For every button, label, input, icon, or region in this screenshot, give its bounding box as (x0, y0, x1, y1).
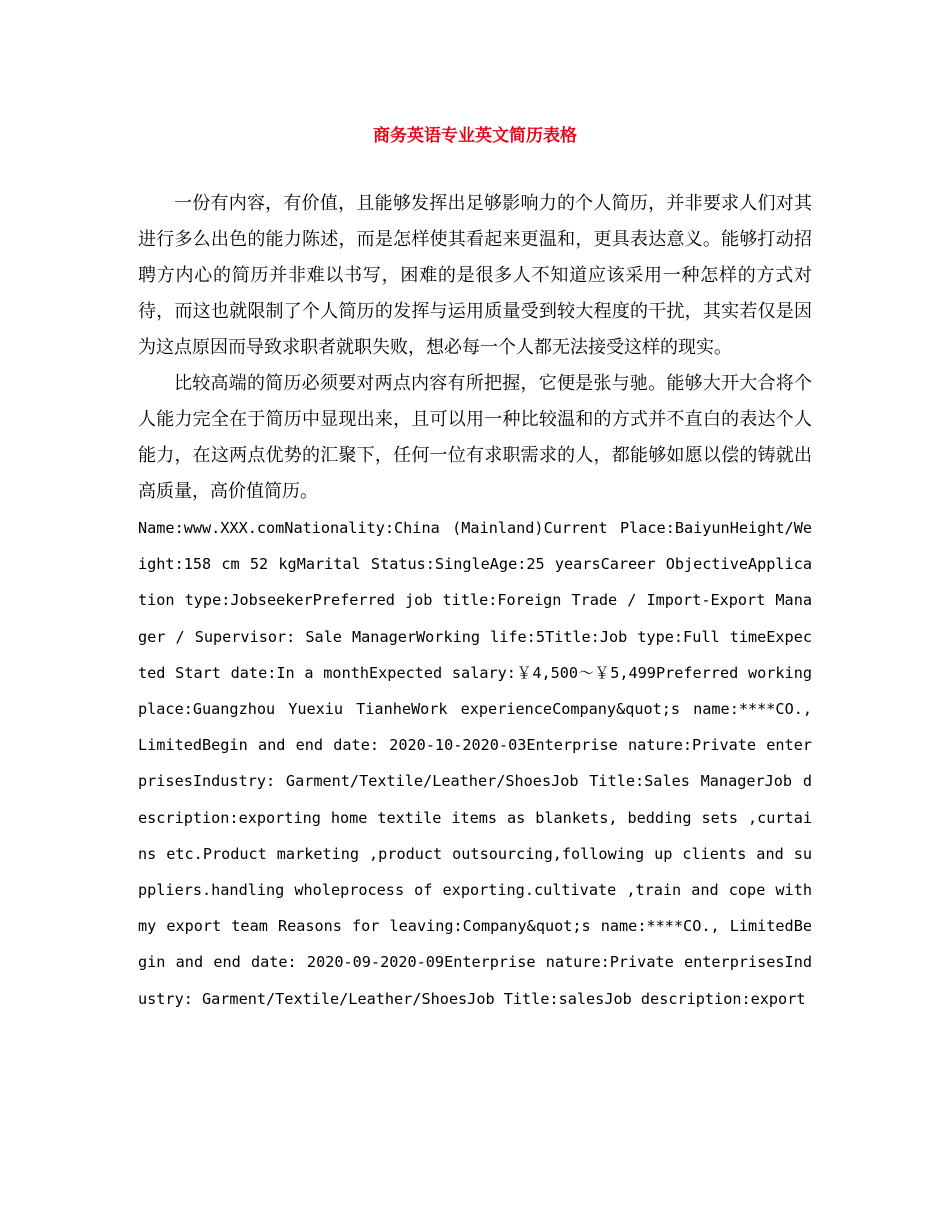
document-body (138, 186, 812, 1017)
document-title: 商务英语专业英文简历表格 (373, 126, 577, 146)
intro-paragraph: 一份有内容，有价值，且能够发挥出足够影响力的个人简历，并非要求人们对其进行多么出色的能力陈述，而是怎样使其看起来更温和，更具表达意义。能够打动招聘方内心的简历并非难以书写，困难的是很多人不知道应该采用一种怎样的方式对待，而这也就限制了个人简历的发挥与运用质量受到较大程度的干扰，其实若仅是因为这点原因而导致求职者就职失败，想必每一个人都无法接受这样的现实。 (138, 193, 812, 358)
advice-paragraph: 比较高端的简历必须要对两点内容有所把握，它便是张与驰。能够大开大合将个人能力完全在于简历中显现出来，且可以用一种比较温和的方式并不直白的表达个人能力，在这两点优势的汇聚下，任何一位有求职需求的人，都能够如愿以偿的铸就出高质量，高价值简历。 (138, 373, 812, 502)
resume-text-block: Name:www.XXX.comNationality:China (Mainland)Current Place:BaiyunHeight/Weight:158 cm 52 kgMarital Status:SingleAge:25 yearsCareer ObjectiveApplication type:JobseekerPreferred job title:Foreign Trade / Import-Export Manager / Supervisor: Sale ManagerWorking life:5Title:Job type:Full timeExpected Start date:In a monthExpected salary:￥4,500～￥5,499Preferred working place:Guangzhou Yuexiu TianheWork experienceCompany&quot;s name:****CO., LimitedBegin and end date: 2020-10-2020-03Enterprise nature:Private enterprisesIndustry: Garment/Textile/Leather/ShoesJob Title:Sales ManagerJob description:exporting home textile items as blankets, bedding sets ,curtains etc.Product marketing ,product outsourcing,following up clients and suppliers.handling wholeprocess of exporting.cultivate ,train and cope with my export team Reasons for leaving:Company&quot;s name:****CO., LimitedBegin and end date: 2020-09-2020-09Enterprise nature:Private enterprisesIndustry: Garment/Textile/Leather/ShoesJob Title:salesJob description:export (138, 519, 812, 1008)
